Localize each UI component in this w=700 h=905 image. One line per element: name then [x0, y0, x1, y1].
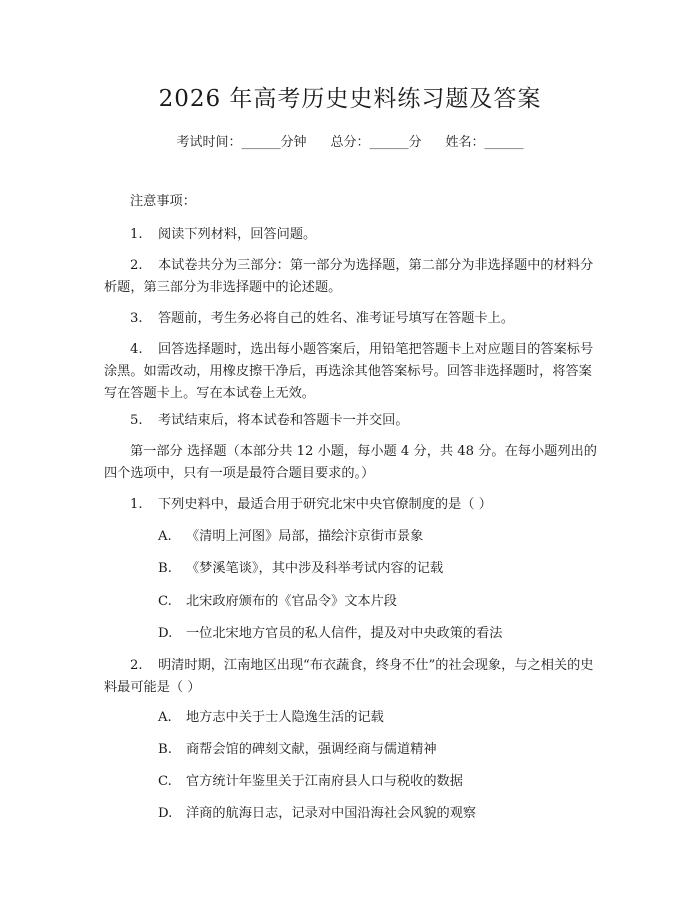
question-num: 1.	[130, 497, 143, 512]
time-unit: 分钟	[280, 135, 307, 150]
question-1-option-d	[158, 624, 598, 644]
notice-item-num: 5.	[130, 413, 143, 428]
option-text: 北宋政府颁布的《官品令》文本片段	[186, 594, 397, 609]
notice-item-num: 3.	[130, 311, 143, 326]
notice-item-text: 本试卷共分为三部分：第一部分为选择题，第二部分为非选择题中的材料分析题，第三部分为非选择题中的论述题。	[104, 258, 594, 295]
notice-item-5	[104, 410, 598, 432]
option-letter: D.	[158, 806, 173, 821]
name-label: 姓名：	[445, 135, 485, 150]
notice-heading: 注意事项：	[130, 194, 196, 209]
page-title: 2026 年高考历史史料练习题及答案	[158, 86, 542, 112]
notice-item-1	[104, 224, 598, 246]
option-letter: B.	[158, 742, 172, 757]
time-blank: ______	[241, 135, 281, 150]
question-2-stem	[104, 655, 598, 699]
question-1-option-c	[158, 592, 598, 612]
section-1-heading: 第一部分 选择题（本部分共 12 小题，每小题 4 分，共 48 分。在每小题列出的四个选项中，只有一项是最符合题目要求的。）	[104, 444, 597, 481]
time-label: 考试时间：	[176, 135, 242, 150]
question-2-option-b	[158, 740, 598, 760]
notice-item-2	[104, 255, 598, 299]
option-text: 官方统计年鉴里关于江南府县人口与税收的数据	[186, 774, 463, 789]
question-1-stem	[104, 494, 598, 516]
exam-meta-line	[0, 133, 700, 153]
option-text: 地方志中关于士人隐逸生活的记载	[186, 710, 384, 725]
question-2-option-d	[158, 804, 598, 824]
option-text: 商帮会馆的碑刻文献，强调经商与儒道精神	[186, 742, 437, 757]
option-letter: C.	[158, 774, 172, 789]
question-2-option-a	[158, 708, 598, 728]
option-text: 《梦溪笔谈》，其中涉及科举考试内容的记载	[186, 561, 444, 576]
option-text: 一位北宋地方官员的私人信件，提及对中央政策的看法	[186, 626, 503, 641]
option-letter: A.	[158, 710, 172, 725]
notice-item-3	[104, 308, 598, 330]
notice-item-text: 考试结束后，将本试卷和答题卡一并交回。	[158, 413, 409, 428]
question-2-option-c	[158, 772, 598, 792]
score-blank: ______	[369, 135, 409, 150]
score-label: 总分：	[330, 135, 370, 150]
question-text: 下列史料中，最适合用于研究北宋中央官僚制度的是（ ）	[158, 497, 492, 512]
notice-item-num: 4.	[130, 342, 143, 357]
notice-item-num: 2.	[130, 258, 143, 273]
option-text: 洋商的航海日志，记录对中国沿海社会风貌的观察	[186, 806, 477, 821]
name-blank: ______	[484, 135, 524, 150]
notice-item-text: 回答选择题时，选出每小题答案后，用铅笔把答题卡上对应题目的答案标号涂黑。如需改动，用橡皮擦干净后，再选涂其他答案标号。回答非选择题时，将答案写在答题卡上。写在本试卷上无效。	[104, 342, 594, 401]
option-text: 《清明上河图》局部，描绘汴京街市景象	[186, 529, 424, 544]
question-1-option-b	[158, 559, 598, 579]
option-letter: B.	[158, 561, 172, 576]
question-num: 2.	[130, 658, 143, 673]
question-1-option-a	[158, 527, 598, 547]
option-letter: D.	[158, 626, 173, 641]
notice-item-4	[104, 339, 598, 405]
question-text: 明清时期，江南地区出现“布衣蔬食，终身不仕”的社会现象，与之相关的史料最可能是（ ）	[104, 658, 594, 695]
score-unit: 分	[408, 135, 422, 150]
option-letter: C.	[158, 594, 172, 609]
notice-item-text: 答题前，考生务必将自己的姓名、准考证号填写在答题卡上。	[158, 311, 515, 326]
option-letter: A.	[158, 529, 172, 544]
notice-item-text: 阅读下列材料，回答问题。	[158, 227, 317, 242]
notice-item-num: 1.	[130, 227, 143, 242]
